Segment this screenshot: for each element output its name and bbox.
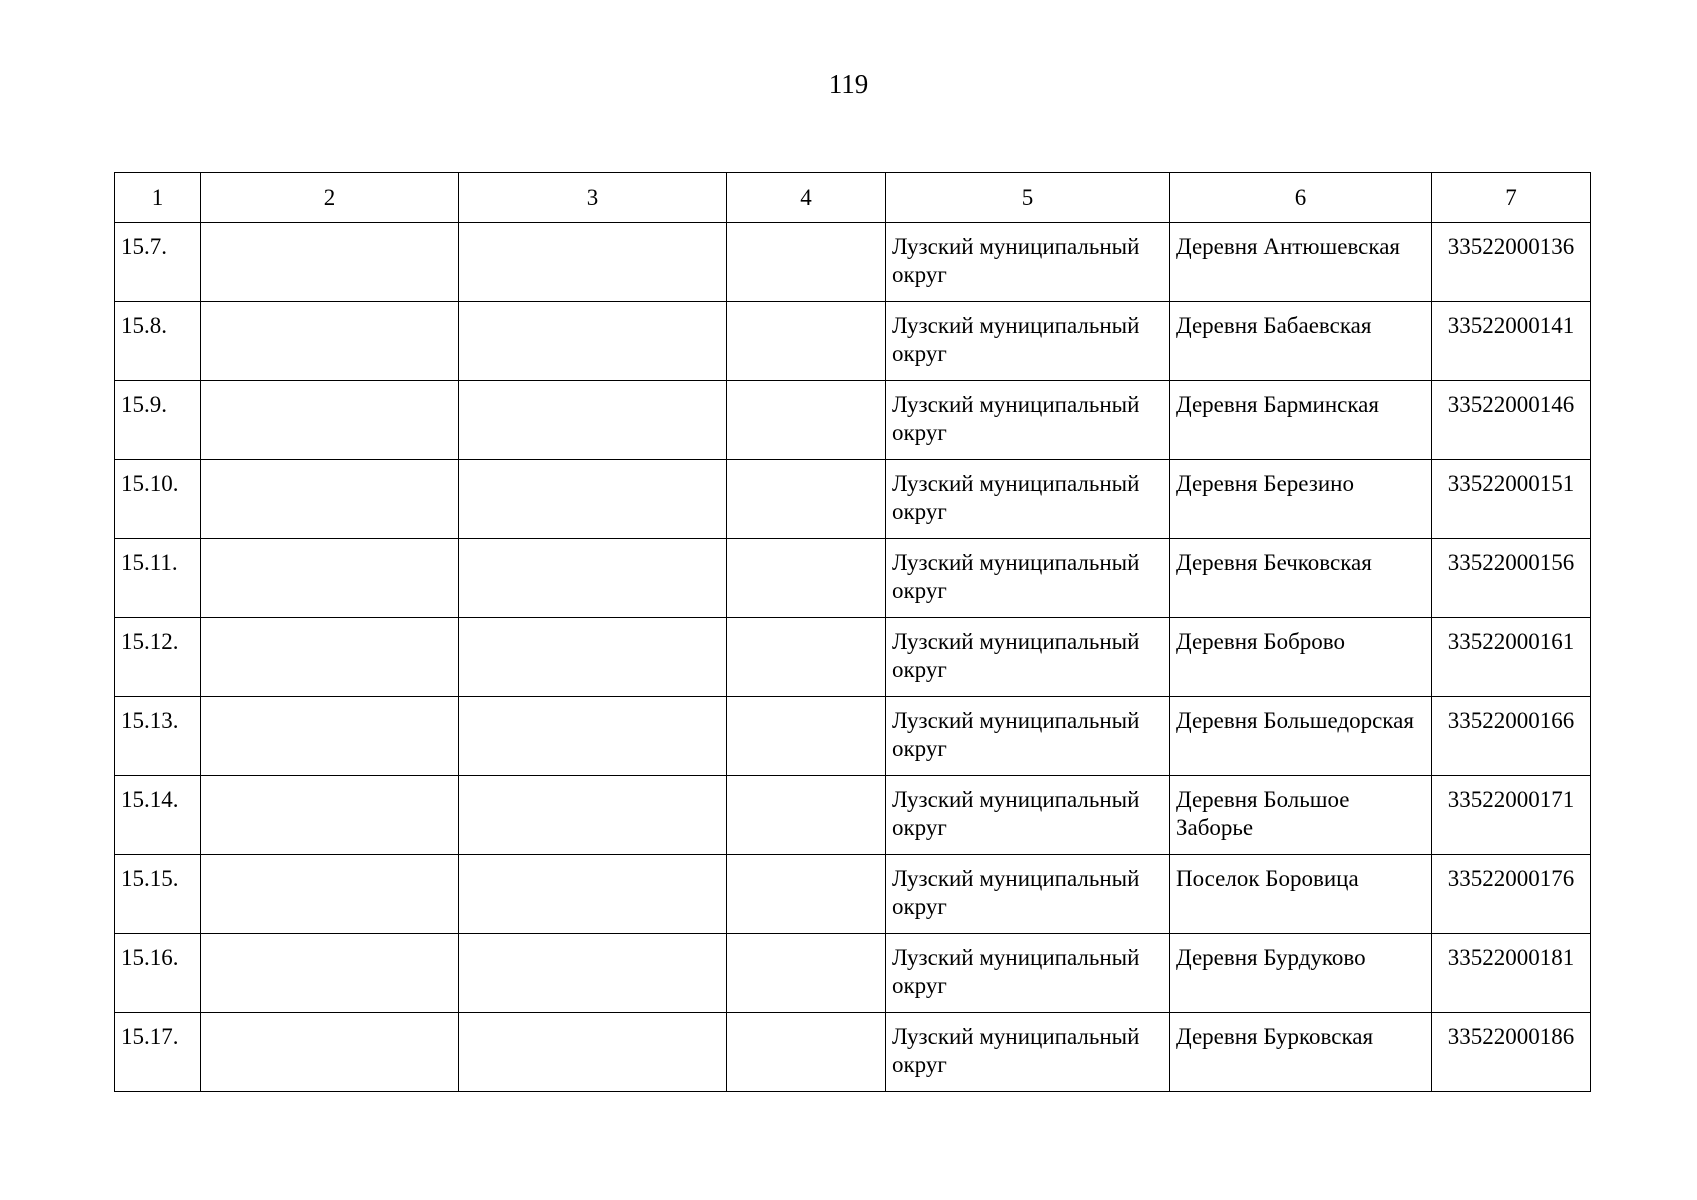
cell-col-3 bbox=[459, 302, 727, 381]
row-number: 15.11. bbox=[115, 539, 201, 618]
settlement-cell: Деревня Барминская bbox=[1170, 381, 1432, 460]
code-cell: 33522000156 bbox=[1432, 539, 1591, 618]
cell-col-2 bbox=[201, 618, 459, 697]
municipality-cell: Лузский муниципальный округ bbox=[886, 302, 1170, 381]
column-header-1: 1 bbox=[115, 173, 201, 223]
municipality-cell: Лузский муниципальный округ bbox=[886, 1013, 1170, 1092]
column-header-3: 3 bbox=[459, 173, 727, 223]
row-number: 15.15. bbox=[115, 855, 201, 934]
code-cell: 33522000186 bbox=[1432, 1013, 1591, 1092]
page-number: 119 bbox=[828, 69, 869, 99]
code-cell: 33522000151 bbox=[1432, 460, 1591, 539]
cell-col-4 bbox=[727, 1013, 886, 1092]
table-row bbox=[115, 1013, 1591, 1092]
row-number: 15.8. bbox=[115, 302, 201, 381]
table-row bbox=[115, 697, 1591, 776]
municipality-cell: Лузский муниципальный округ bbox=[886, 381, 1170, 460]
settlement-cell: Деревня Бабаевская bbox=[1170, 302, 1432, 381]
municipality-cell: Лузский муниципальный округ bbox=[886, 697, 1170, 776]
cell-col-2 bbox=[201, 539, 459, 618]
municipality-cell: Лузский муниципальный округ bbox=[886, 223, 1170, 302]
cell-col-2 bbox=[201, 1013, 459, 1092]
cell-col-4 bbox=[727, 302, 886, 381]
cell-col-4 bbox=[727, 697, 886, 776]
cell-col-2 bbox=[201, 855, 459, 934]
cell-col-3 bbox=[459, 697, 727, 776]
code-cell: 33522000136 bbox=[1432, 223, 1591, 302]
cell-col-2 bbox=[201, 934, 459, 1013]
cell-col-2 bbox=[201, 381, 459, 460]
row-number: 15.12. bbox=[115, 618, 201, 697]
data-table bbox=[114, 172, 1591, 1092]
cell-col-2 bbox=[201, 302, 459, 381]
cell-col-3 bbox=[459, 855, 727, 934]
cell-col-4 bbox=[727, 934, 886, 1013]
municipality-cell: Лузский муниципальный округ bbox=[886, 776, 1170, 855]
settlement-cell: Поселок Боровица bbox=[1170, 855, 1432, 934]
municipality-cell: Лузский муниципальный округ bbox=[886, 855, 1170, 934]
table-header-row bbox=[115, 173, 1591, 223]
table-row bbox=[115, 855, 1591, 934]
settlement-cell: Деревня Боброво bbox=[1170, 618, 1432, 697]
settlement-cell: Деревня Бурдуково bbox=[1170, 934, 1432, 1013]
cell-col-3 bbox=[459, 539, 727, 618]
row-number: 15.10. bbox=[115, 460, 201, 539]
column-header-5: 5 bbox=[886, 173, 1170, 223]
cell-col-3 bbox=[459, 618, 727, 697]
table-row bbox=[115, 460, 1591, 539]
municipality-cell: Лузский муниципальный округ bbox=[886, 618, 1170, 697]
cell-col-4 bbox=[727, 855, 886, 934]
code-cell: 33522000141 bbox=[1432, 302, 1591, 381]
settlement-cell: Деревня Большедорская bbox=[1170, 697, 1432, 776]
cell-col-3 bbox=[459, 460, 727, 539]
row-number: 15.17. bbox=[115, 1013, 201, 1092]
table-row bbox=[115, 776, 1591, 855]
settlement-cell: Деревня Антюшевская bbox=[1170, 223, 1432, 302]
row-number: 15.9. bbox=[115, 381, 201, 460]
cell-col-4 bbox=[727, 776, 886, 855]
settlement-cell: Деревня Большое Заборье bbox=[1170, 776, 1432, 855]
code-cell: 33522000171 bbox=[1432, 776, 1591, 855]
cell-col-2 bbox=[201, 460, 459, 539]
table-row bbox=[115, 381, 1591, 460]
row-number: 15.14. bbox=[115, 776, 201, 855]
column-header-6: 6 bbox=[1170, 173, 1432, 223]
code-cell: 33522000161 bbox=[1432, 618, 1591, 697]
table-row bbox=[115, 618, 1591, 697]
column-header-4: 4 bbox=[727, 173, 886, 223]
code-cell: 33522000176 bbox=[1432, 855, 1591, 934]
cell-col-4 bbox=[727, 460, 886, 539]
table-row bbox=[115, 539, 1591, 618]
cell-col-4 bbox=[727, 618, 886, 697]
code-cell: 33522000181 bbox=[1432, 934, 1591, 1013]
settlement-cell: Деревня Березино bbox=[1170, 460, 1432, 539]
cell-col-2 bbox=[201, 697, 459, 776]
table-row bbox=[115, 223, 1591, 302]
row-number: 15.13. bbox=[115, 697, 201, 776]
code-cell: 33522000166 bbox=[1432, 697, 1591, 776]
cell-col-4 bbox=[727, 539, 886, 618]
cell-col-4 bbox=[727, 223, 886, 302]
cell-col-3 bbox=[459, 381, 727, 460]
code-cell: 33522000146 bbox=[1432, 381, 1591, 460]
cell-col-2 bbox=[201, 223, 459, 302]
column-header-2: 2 bbox=[201, 173, 459, 223]
municipality-cell: Лузский муниципальный округ bbox=[886, 460, 1170, 539]
cell-col-2 bbox=[201, 776, 459, 855]
table-row bbox=[115, 934, 1591, 1013]
row-number: 15.7. bbox=[115, 223, 201, 302]
municipality-cell: Лузский муниципальный округ bbox=[886, 934, 1170, 1013]
cell-col-3 bbox=[459, 1013, 727, 1092]
municipality-cell: Лузский муниципальный округ bbox=[886, 539, 1170, 618]
column-header-7: 7 bbox=[1432, 173, 1591, 223]
table-row bbox=[115, 302, 1591, 381]
cell-col-3 bbox=[459, 934, 727, 1013]
settlement-cell: Деревня Бурковская bbox=[1170, 1013, 1432, 1092]
settlement-cell: Деревня Бечковская bbox=[1170, 539, 1432, 618]
row-number: 15.16. bbox=[115, 934, 201, 1013]
cell-col-4 bbox=[727, 381, 886, 460]
cell-col-3 bbox=[459, 223, 727, 302]
cell-col-3 bbox=[459, 776, 727, 855]
